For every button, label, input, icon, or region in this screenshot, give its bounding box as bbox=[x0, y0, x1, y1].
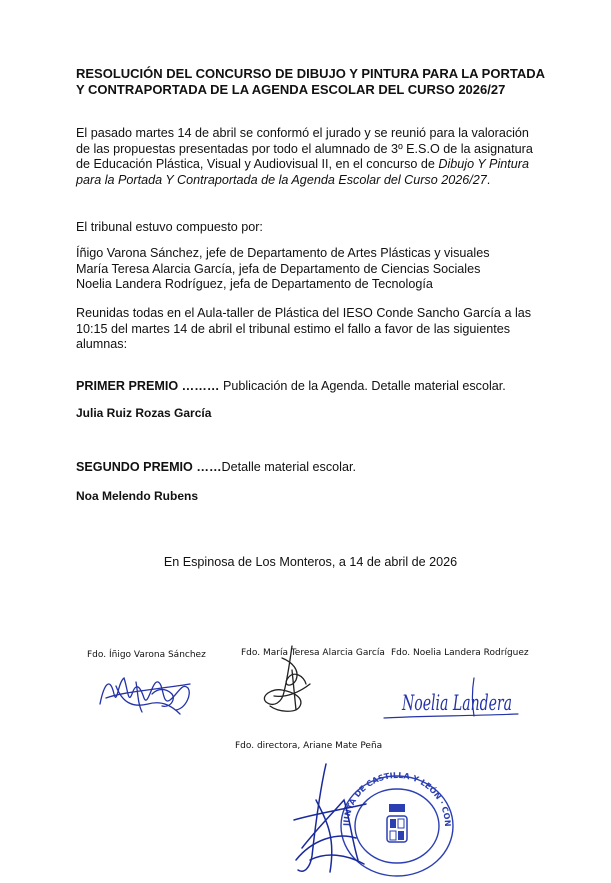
second-prize-description: Detalle material escolar. bbox=[221, 460, 356, 474]
first-prize bbox=[76, 378, 506, 394]
member-2: María Teresa Alarcia García, jefa de Departamento de Ciencias Sociales bbox=[76, 261, 481, 276]
tribunal-members bbox=[76, 246, 546, 293]
first-prize-label: PRIMER PREMIO ……… bbox=[76, 379, 223, 393]
first-prize-description: Publicación de la Agenda. Detalle material escolar. bbox=[222, 379, 506, 393]
signature-handwriting-noelia: Noelia Landera bbox=[401, 691, 512, 715]
second-prize-label: SEGUNDO PREMIO …… bbox=[76, 460, 222, 474]
contest-name: Dibujo Y Pintura para la Portada Y Contraportada de la Agenda Escolar del Curso 2026/27 bbox=[76, 157, 529, 187]
signature-landera bbox=[378, 672, 528, 724]
document-title: RESOLUCIÓN DEL CONCURSO DE DIBUJO Y PINTURA PARA LA PORTADA Y CONTRAPORTADA DE LA AGENDA ESCOLAR DEL CURSO 2026/27 bbox=[76, 66, 545, 97]
signature-label-directora: Fdo. directora, Ariane Mate Peña bbox=[235, 741, 383, 751]
signature-varona bbox=[92, 664, 202, 724]
second-prize-winner: Noa Melendo Rubens bbox=[76, 489, 199, 503]
place-date: En Espinosa de Los Monteros, a 14 de abril de 2026 bbox=[163, 555, 458, 569]
tribunal-intro: El tribunal estuvo compuesto por: bbox=[76, 220, 263, 234]
meeting-paragraph: Reunidas todas en el Aula-taller de Plástica del IESO Conde Sancho García a las 10:15 del martes 14 de abril el tribunal estimo el fallo a favor de las siguientes alumnas: bbox=[76, 306, 532, 352]
member-1: Íñigo Varona Sánchez, jefe de Departamento de Artes Plásticas y visuales bbox=[76, 246, 490, 260]
stamp-text: JUNTA DE CASTILLA Y LEÓN · CONSEJERÍA DE EDUCACIÓN Y CULTURA · I.E.S.O. "CONDE SANCHO GARCÍA" · ESPINOSA DE LOS MONTEROS (BURGOS) bbox=[329, 763, 453, 827]
first-prize-winner: Julia Ruiz Rozas García bbox=[76, 406, 212, 420]
intro-end: . bbox=[486, 172, 491, 187]
member-3: Noelia Landera Rodríguez, jefa de Departamento de Tecnología bbox=[76, 277, 433, 292]
intro-paragraph bbox=[76, 126, 546, 188]
signature-directora bbox=[286, 760, 376, 880]
signature-label-varona: Fdo. Íñigo Varona Sánchez bbox=[87, 650, 206, 660]
signature-label-landera: Fdo. Noelia Landera Rodríguez bbox=[391, 648, 529, 658]
signature-alarcia bbox=[252, 640, 322, 720]
second-prize bbox=[76, 459, 356, 475]
intro-text: El pasado martes 14 de abril se conformó el jurado y se reunió para la valoración de las propuestas presentadas por todo el alumnado de 3º E.S.O de la asignatura de Educación Plástica, Visual y Audiovisual II, en el concurso de bbox=[76, 126, 533, 172]
signature-label-alarcia: Fdo. María Teresa Alarcia García bbox=[241, 648, 385, 658]
